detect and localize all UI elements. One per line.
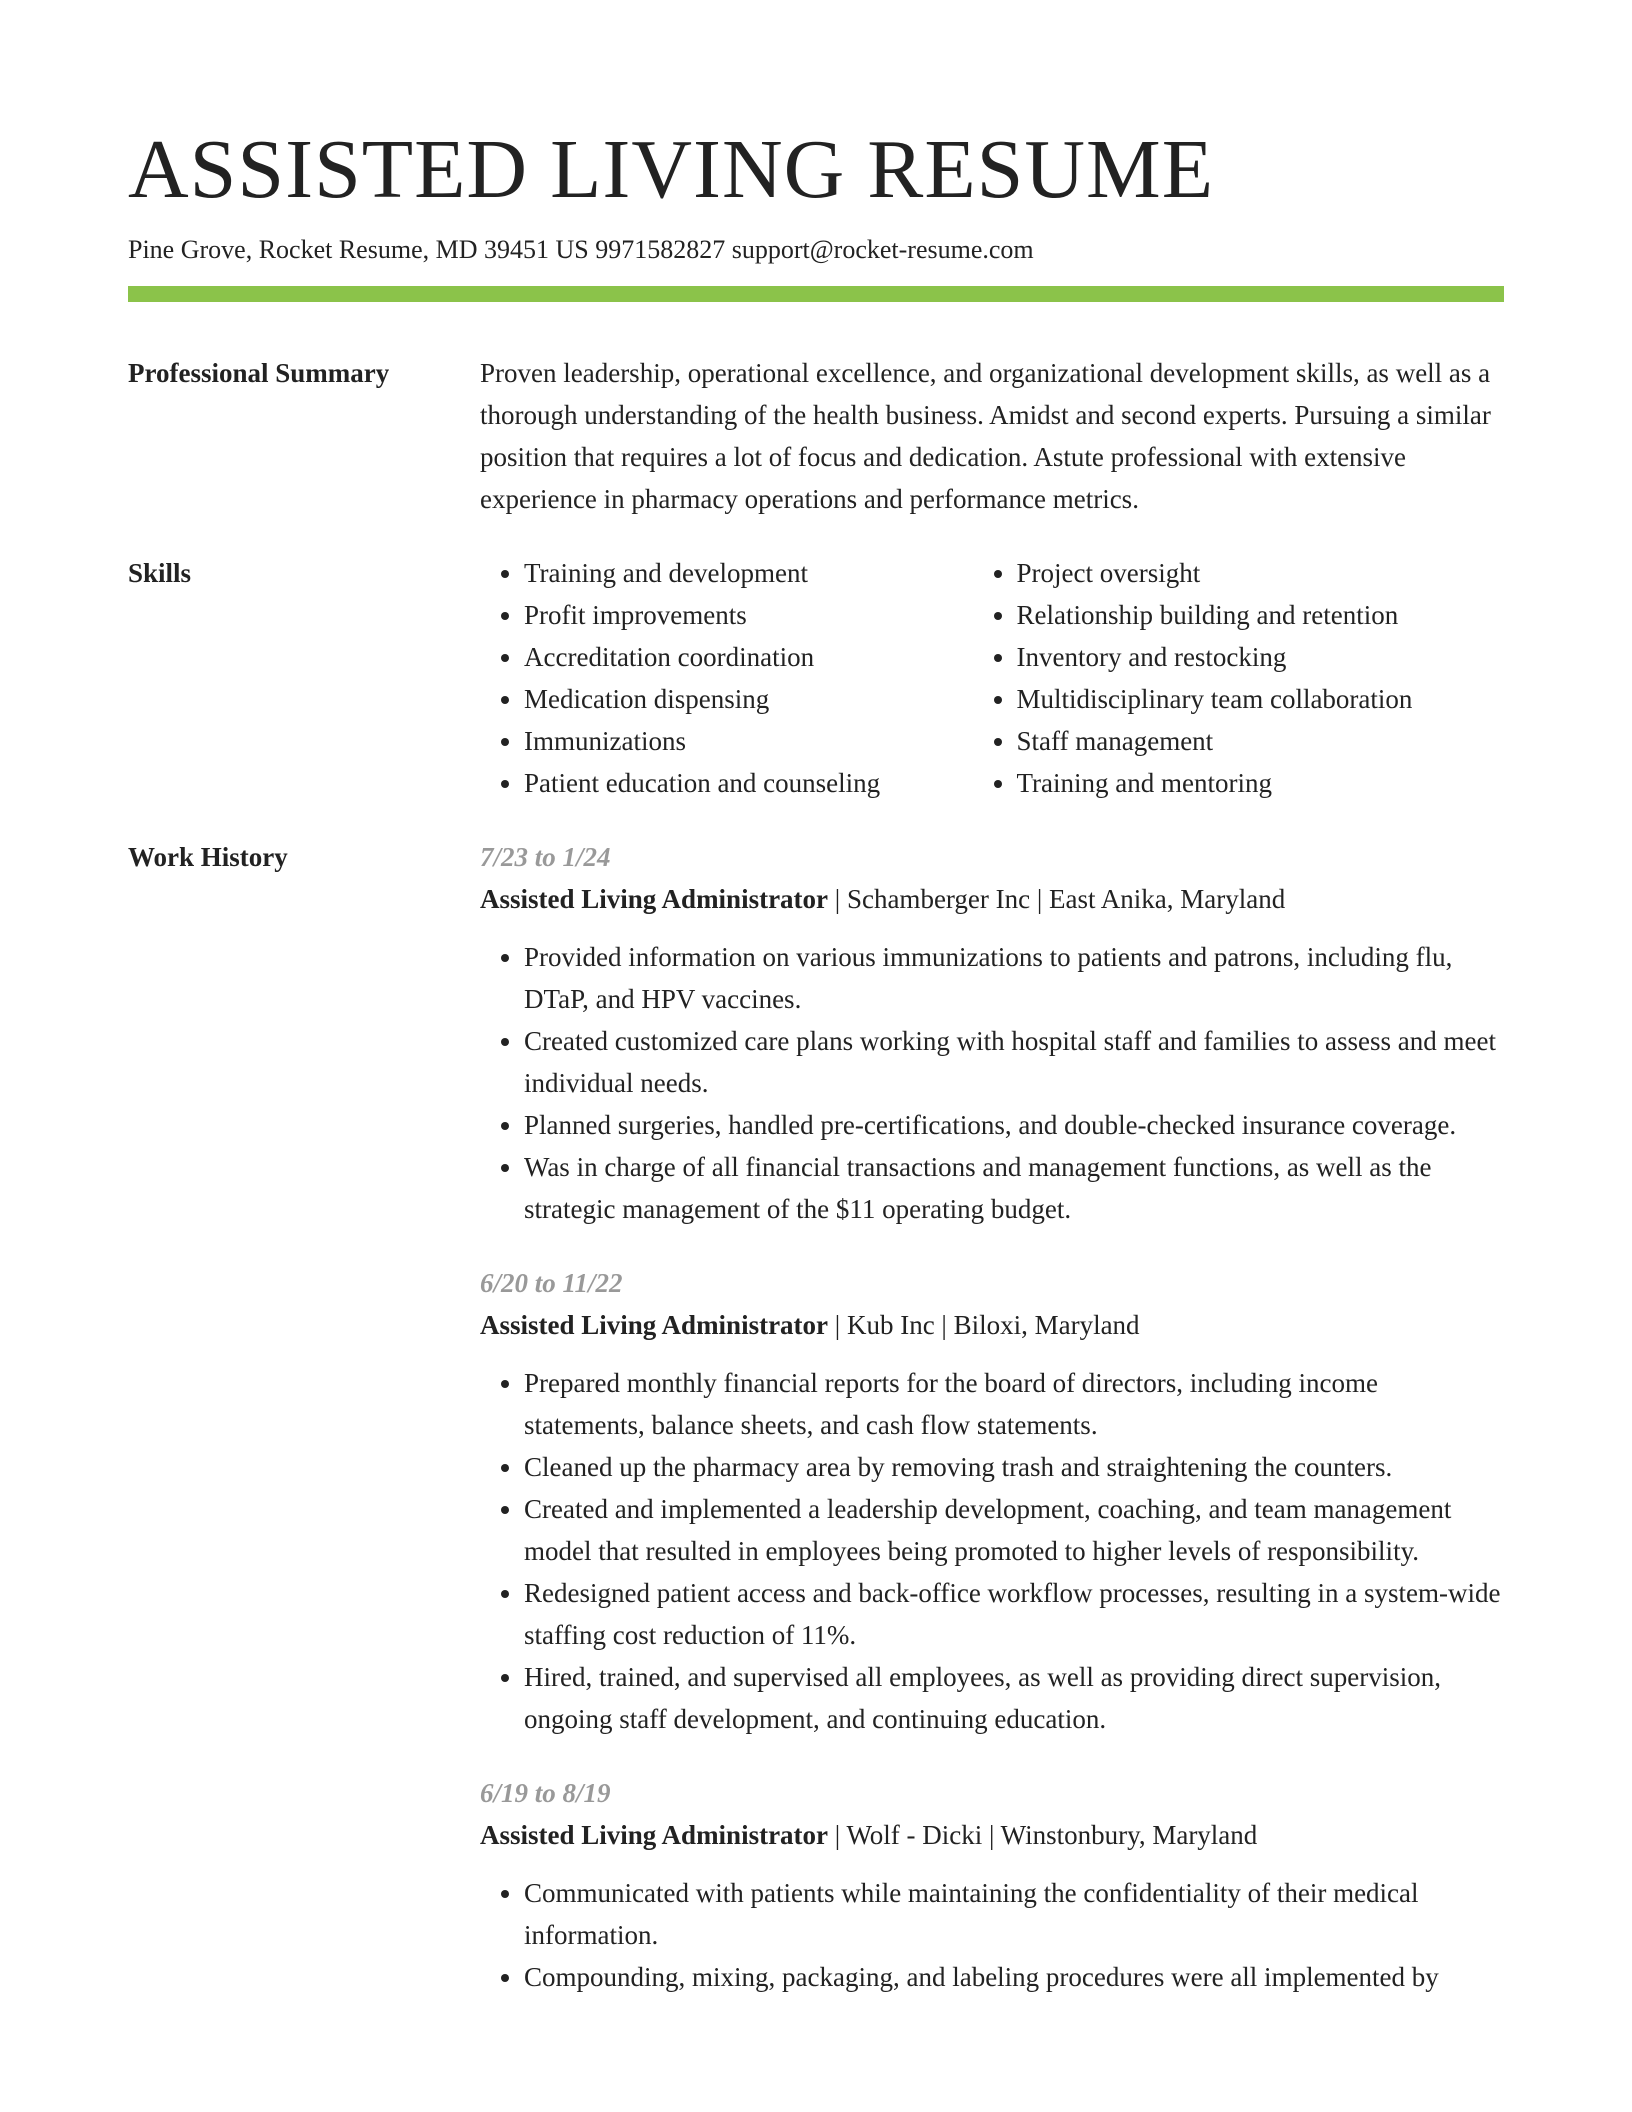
summary-heading: Professional Summary	[128, 358, 390, 388]
skill-item: • Patient education and counseling	[524, 762, 973, 804]
skill-item: • Multidisciplinary team collaboration	[1017, 678, 1505, 720]
job-dates: 7/23 to 1/24	[480, 842, 611, 872]
skill-item: • Project oversight	[1017, 552, 1505, 594]
job-details: | Kub Inc | Biloxi, Maryland	[828, 1310, 1140, 1340]
job-title: Assisted Living Administrator	[480, 1310, 829, 1340]
work-history-section	[128, 836, 1504, 1998]
skills-list-left	[480, 552, 973, 804]
job-bullet: • Cleaned up the pharmacy area by removing trash and straightening the counters.	[524, 1446, 1504, 1488]
skills-heading: Skills	[128, 558, 192, 588]
job-bullet: • Provided information on various immunizations to patients and patrons, including flu, DTaP, and HPV vaccines.	[524, 936, 1504, 1020]
job-bullet: • Redesigned patient access and back-office workflow processes, resulting in a system-wide staffing cost reduction of 11%.	[524, 1572, 1504, 1656]
skill-item: • Training and development	[524, 552, 973, 594]
skill-item: • Medication dispensing	[524, 678, 973, 720]
job-dates: 6/20 to 11/22	[480, 1268, 623, 1298]
job-bullet: • Created customized care plans working with hospital staff and families to assess and meet individual needs.	[524, 1020, 1504, 1104]
skill-item: • Staff management	[1017, 720, 1505, 762]
job-bullet: • Prepared monthly financial reports for the board of directors, including income statements, balance sheets, and cash flow statements.	[524, 1362, 1504, 1446]
job-bullet: • Was in charge of all financial transactions and management functions, as well as the strategic management of the $11 operating budget.	[524, 1146, 1504, 1230]
job-bullets	[480, 1872, 1504, 1998]
page-title: ASSISTED LIVING RESUME	[128, 123, 1215, 216]
job-bullets	[480, 936, 1504, 1230]
skill-item: • Accreditation coordination	[524, 636, 973, 678]
skill-item: • Inventory and restocking	[1017, 636, 1505, 678]
skill-item: • Immunizations	[524, 720, 973, 762]
job-details: | Wolf - Dicki | Winstonbury, Maryland	[828, 1820, 1258, 1850]
job-header	[480, 1304, 1504, 1346]
skill-item: • Profit improvements	[524, 594, 973, 636]
job-bullets	[480, 1362, 1504, 1740]
job-dates: 6/19 to 8/19	[480, 1778, 611, 1808]
job-entry	[480, 1262, 1504, 1740]
job-bullet: • Hired, trained, and supervised all employees, as well as providing direct supervision, ongoing staff development, and continuing education.	[524, 1656, 1504, 1740]
skills-list-right	[973, 552, 1505, 804]
job-entry	[480, 1772, 1504, 1998]
job-details: | Schamberger Inc | East Anika, Maryland	[828, 884, 1286, 914]
job-bullet: • Compounding, mixing, packaging, and labeling procedures were all implemented by	[524, 1956, 1504, 1998]
skills-section	[128, 552, 1504, 804]
accent-divider	[128, 286, 1504, 302]
summary-text: Proven leadership, operational excellence, and organizational development skills, as well as a thorough understanding of the health business. Amidst and second experts. Pursuing a similar position that requires a lot of focus and dedication. Astute professional with extensive experience in pharmacy operations and performance metrics.	[480, 358, 1491, 514]
job-title: Assisted Living Administrator	[480, 884, 829, 914]
job-title: Assisted Living Administrator	[480, 1820, 829, 1850]
work-history-heading: Work History	[128, 842, 288, 872]
skill-item: • Training and mentoring	[1017, 762, 1505, 804]
skill-item: • Relationship building and retention	[1017, 594, 1505, 636]
job-bullet: • Communicated with patients while maintaining the confidentiality of their medical information.	[524, 1872, 1504, 1956]
job-entry	[480, 836, 1504, 1230]
job-header	[480, 878, 1504, 920]
resume-page	[128, 120, 1504, 2030]
job-bullet: • Planned surgeries, handled pre-certifications, and double-checked insurance coverage.	[524, 1104, 1504, 1146]
contact-line: Pine Grove, Rocket Resume, MD 39451 US 9971582827 support@rocket-resume.com	[128, 235, 1034, 264]
job-header	[480, 1814, 1504, 1856]
job-bullet: • Created and implemented a leadership development, coaching, and team management model that resulted in employees being promoted to higher levels of responsibility.	[524, 1488, 1504, 1572]
summary-section	[128, 352, 1504, 520]
